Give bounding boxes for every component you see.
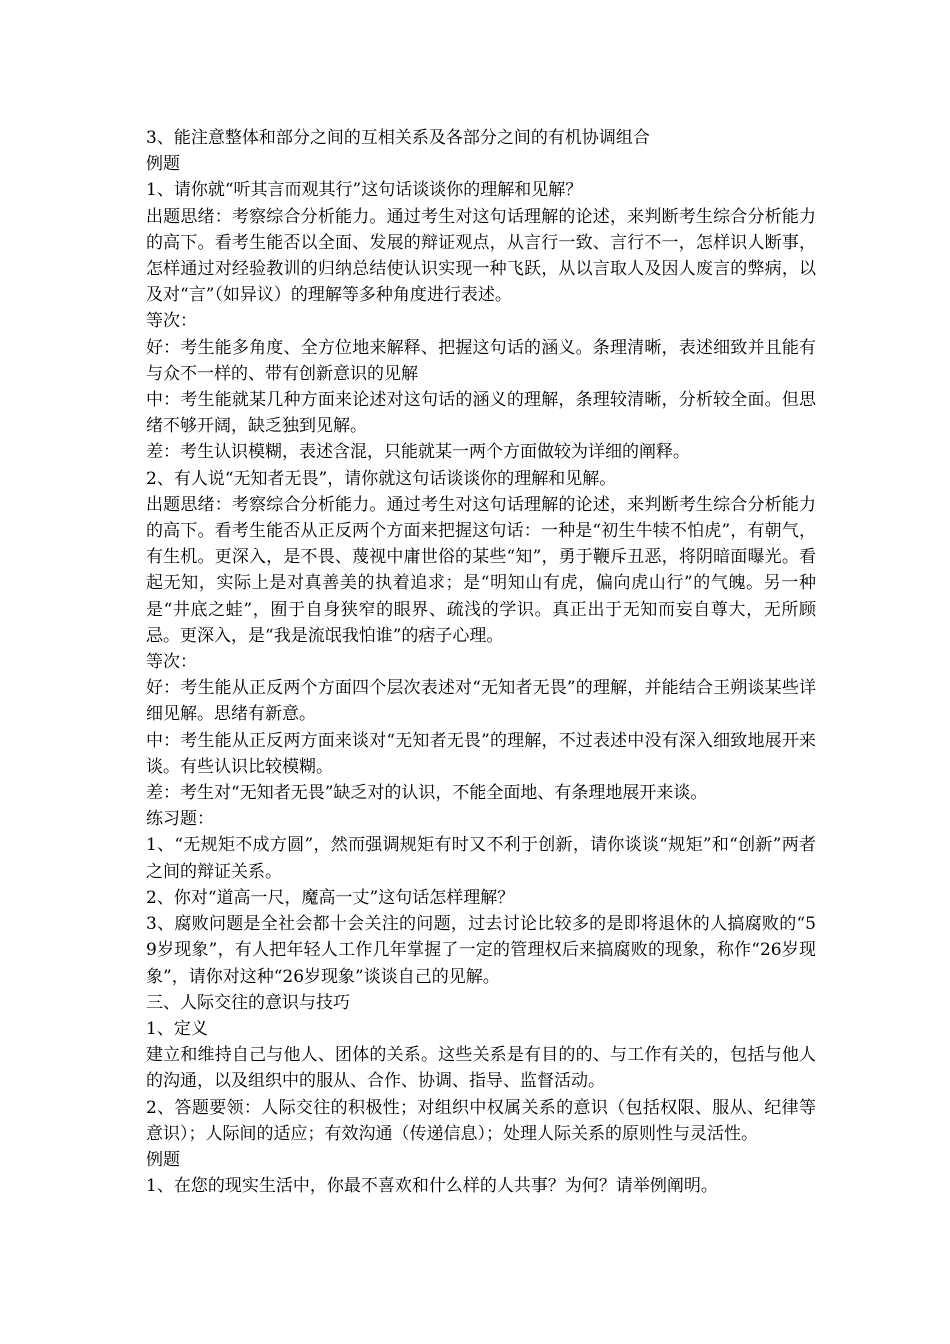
paragraph: 差：考生对“无知者无畏”缺乏对的认识，不能全面地、有条理地展开来谈。 xyxy=(146,783,708,804)
question: 2、你对“道高一尺，魔高一丈”这句话怎样理解？ xyxy=(146,887,515,908)
question: 1、请你就“听其言而观其行”这句话谈谈你的理解和见解？ xyxy=(146,180,583,201)
section-heading: 例题 xyxy=(146,154,180,175)
section-heading: 等次： xyxy=(146,311,197,332)
section-heading: 三、人际交往的意识与技巧 xyxy=(146,992,350,1013)
question: 1、在您的现实生活中，你最不喜欢和什么样的人共事？为何？请举例阐明。 xyxy=(146,1176,718,1197)
question: 2、有人说“无知者无畏”，请你就这句话谈谈你的理解和见解。 xyxy=(146,468,617,489)
document-body xyxy=(146,125,816,1199)
question: 3、腐败问题是全社会都十会关注的问题，过去讨论比较多的是即将退休的人搞腐败的“59岁现象”，有人把年轻人工作几年掌握了一定的管理权后来搞腐败的现象，称作“26岁现象”，请你对这种“26岁现象”谈谈自己的见解。 xyxy=(146,914,816,987)
paragraph: 好：考生能多角度、全方位地来解释、把握这句话的涵义。条理清晰，表述细致并且能有与众不一样的、带有创新意识的见解 xyxy=(146,337,816,384)
section-heading: 等次： xyxy=(146,652,197,673)
subsection-heading: 1、定义 xyxy=(146,1018,208,1039)
paragraph: 出题思绪：考察综合分析能力。通过考生对这句话理解的论述，来判断考生综合分析能力的高下。看考生能否从正反两个方面来把握这句话：一种是“初生牛犊不怕虎”，有朝气，有生机。更深入，是不畏、蔑视中庸世俗的某些“知”，勇于鞭斥丑恶，将阴暗面曝光。看起无知，实际上是对真善美的执着追求；是“明知山有虎，偏向虎山行”的气魄。另一种是“井底之蛙”，囿于自身狭窄的眼界、疏浅的学识。真正出于无知而妄自尊大，无所顾忌。更深入，是“我是流氓我怕谁”的痞子心理。 xyxy=(146,494,816,646)
question: 1、“无规矩不成方圆”，然而强调规矩有时又不利于创新，请你谈谈“规矩”和“创新”两者之间的辩证关系。 xyxy=(146,835,816,882)
section-heading: 练习题： xyxy=(146,809,214,830)
paragraph: 差：考生认识模糊，表述含混，只能就某一两个方面做较为详细的阐释。 xyxy=(146,442,690,463)
paragraph: 中：考生能就某几种方面来论述对这句话的涵义的理解，条理较清晰，分析较全面。但思绪不够开阔，缺乏独到见解。 xyxy=(146,390,816,437)
paragraph: 建立和维持自己与他人、团体的关系。这些关系是有目的的、与工作有关的，包括与他人的沟通，以及组织中的服从、合作、协调、指导、监督活动。 xyxy=(146,1045,816,1092)
paragraph: 出题思绪：考察综合分析能力。通过考生对这句话理解的论述，来判断考生综合分析能力的高下。看考生能否以全面、发展的辩证观点，从言行一致、言行不一，怎样识人断事，怎样通过对经验教训的归纳总结使认识实现一种飞跃，从以言取人及因人废言的弊病，以及对“言”（如异议）的理解等多种角度进行表述。 xyxy=(146,206,816,306)
paragraph: 3、能注意整体和部分之间的互相关系及各部分之间的有机协调组合 xyxy=(146,128,650,148)
paragraph: 中：考生能从正反两方面来谈对“无知者无畏”的理解，不过表述中没有深入细致地展开来谈。有些认识比较模糊。 xyxy=(146,730,816,777)
section-heading: 例题 xyxy=(146,1149,180,1170)
paragraph: 2、答题要领：人际交往的积极性；对组织中权属关系的意识（包括权限、服从、纪律等意识）；人际间的适应；有效沟通（传递信息）；处理人际关系的原则性与灵活性。 xyxy=(146,1097,816,1144)
paragraph: 好：考生能从正反两个方面四个层次表述对“无知者无畏”的理解，并能结合王朔谈某些详细见解。思绪有新意。 xyxy=(146,678,816,725)
